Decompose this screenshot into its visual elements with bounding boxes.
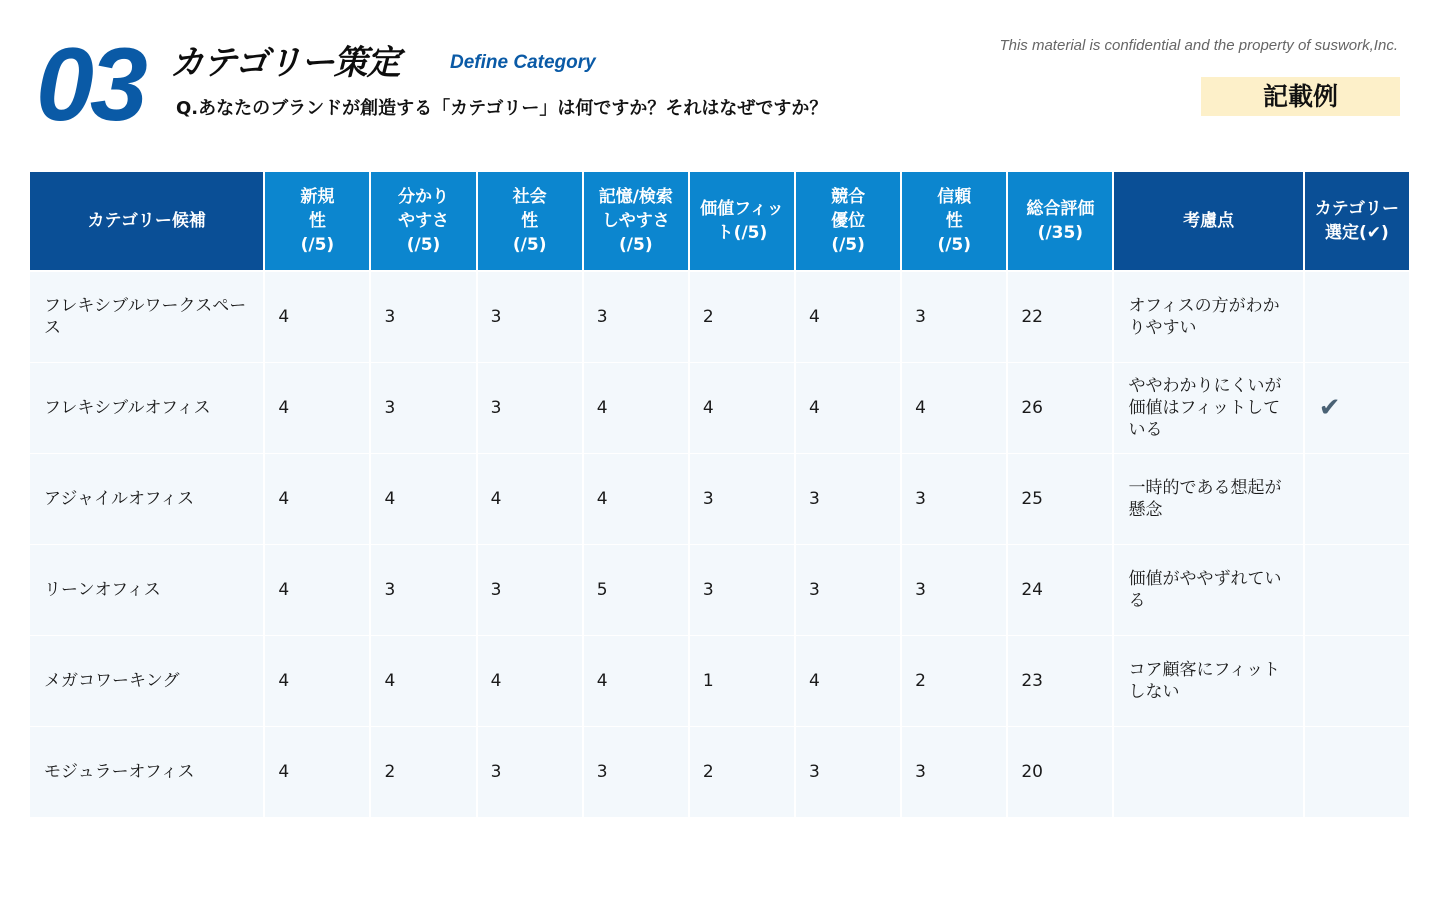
cell-total: 20 bbox=[1008, 727, 1112, 818]
table-row bbox=[30, 636, 1409, 727]
cell-novelty: 4 bbox=[265, 272, 369, 363]
cell-notes: コア顧客にフィットしない bbox=[1114, 636, 1302, 727]
cell-clarity: 3 bbox=[371, 272, 475, 363]
section-number: 03 bbox=[36, 27, 144, 143]
cell-total: 23 bbox=[1008, 636, 1112, 727]
cell-notes: オフィスの方がわかりやすい bbox=[1114, 272, 1302, 363]
cell-trust: 3 bbox=[902, 545, 1006, 636]
table-row bbox=[30, 272, 1409, 363]
checkmark-icon bbox=[1305, 545, 1409, 636]
checkmark-icon: ✔ bbox=[1305, 363, 1409, 454]
cell-competitive: 3 bbox=[796, 727, 900, 818]
header-notes: 考慮点 bbox=[1114, 172, 1302, 272]
section-title: カテゴリー策定 bbox=[170, 43, 400, 83]
cell-total: 25 bbox=[1008, 454, 1112, 545]
cell-competitive: 3 bbox=[796, 454, 900, 545]
table-row bbox=[30, 454, 1409, 545]
cell-value-fit: 3 bbox=[690, 454, 794, 545]
header-selected: カテゴリー 選定(✔) bbox=[1305, 172, 1409, 272]
cell-novelty: 4 bbox=[265, 545, 369, 636]
cell-clarity: 4 bbox=[371, 636, 475, 727]
cell-value-fit: 1 bbox=[690, 636, 794, 727]
cell-competitive: 4 bbox=[796, 363, 900, 454]
cell-novelty: 4 bbox=[265, 727, 369, 818]
cell-value-fit: 3 bbox=[690, 545, 794, 636]
header-trust: 信頼 性 (/5) bbox=[902, 172, 1006, 272]
category-table bbox=[28, 172, 1411, 818]
question-text: Q.あなたのブランドが創造する「カテゴリー」は何ですか？それはなぜですか？ bbox=[176, 98, 828, 119]
cell-memorability: 3 bbox=[584, 272, 688, 363]
cell-candidate: リーンオフィス bbox=[30, 545, 263, 636]
cell-candidate: アジャイルオフィス bbox=[30, 454, 263, 545]
cell-clarity: 3 bbox=[371, 363, 475, 454]
cell-clarity: 4 bbox=[371, 454, 475, 545]
table-row bbox=[30, 545, 1409, 636]
table-row bbox=[30, 363, 1409, 454]
cell-memorability: 3 bbox=[584, 727, 688, 818]
header-memorability: 記憶/検索 しやすさ (/5) bbox=[584, 172, 688, 272]
cell-trust: 2 bbox=[902, 636, 1006, 727]
table-row bbox=[30, 727, 1409, 818]
checkmark-icon bbox=[1305, 454, 1409, 545]
cell-social: 3 bbox=[478, 272, 582, 363]
cell-competitive: 4 bbox=[796, 272, 900, 363]
cell-clarity: 2 bbox=[371, 727, 475, 818]
checkmark-icon bbox=[1305, 636, 1409, 727]
cell-value-fit: 2 bbox=[690, 727, 794, 818]
table-header-row bbox=[30, 172, 1409, 272]
cell-total: 24 bbox=[1008, 545, 1112, 636]
cell-notes: 一時的である想起が懸念 bbox=[1114, 454, 1302, 545]
cell-novelty: 4 bbox=[265, 363, 369, 454]
cell-clarity: 3 bbox=[371, 545, 475, 636]
cell-memorability: 4 bbox=[584, 636, 688, 727]
cell-notes: 価値がややずれている bbox=[1114, 545, 1302, 636]
cell-candidate: メガコワーキング bbox=[30, 636, 263, 727]
header-candidate: カテゴリー候補 bbox=[30, 172, 263, 272]
cell-competitive: 4 bbox=[796, 636, 900, 727]
cell-trust: 3 bbox=[902, 454, 1006, 545]
example-badge: 記載例 bbox=[1201, 77, 1400, 116]
cell-memorability: 4 bbox=[584, 363, 688, 454]
section-subtitle: Define Category bbox=[450, 52, 596, 73]
cell-social: 4 bbox=[478, 454, 582, 545]
header-social: 社会 性 (/5) bbox=[478, 172, 582, 272]
header-clarity: 分かり やすさ (/5) bbox=[371, 172, 475, 272]
cell-trust: 3 bbox=[902, 727, 1006, 818]
cell-social: 3 bbox=[478, 363, 582, 454]
cell-notes bbox=[1114, 727, 1302, 818]
cell-social: 4 bbox=[478, 636, 582, 727]
header-novelty: 新規 性 (/5) bbox=[265, 172, 369, 272]
checkmark-icon bbox=[1305, 272, 1409, 363]
cell-value-fit: 2 bbox=[690, 272, 794, 363]
cell-trust: 3 bbox=[902, 272, 1006, 363]
cell-candidate: フレキシブルオフィス bbox=[30, 363, 263, 454]
cell-memorability: 5 bbox=[584, 545, 688, 636]
cell-notes: ややわかりにくいが価値はフィットしている bbox=[1114, 363, 1302, 454]
header-total: 総合評価 (/35) bbox=[1008, 172, 1112, 272]
cell-competitive: 3 bbox=[796, 545, 900, 636]
cell-social: 3 bbox=[478, 727, 582, 818]
cell-memorability: 4 bbox=[584, 454, 688, 545]
checkmark-icon bbox=[1305, 727, 1409, 818]
cell-novelty: 4 bbox=[265, 636, 369, 727]
cell-total: 22 bbox=[1008, 272, 1112, 363]
cell-value-fit: 4 bbox=[690, 363, 794, 454]
confidential-note: This material is confidential and the property of suswork,Inc. bbox=[999, 37, 1398, 54]
cell-candidate: モジュラーオフィス bbox=[30, 727, 263, 818]
cell-trust: 4 bbox=[902, 363, 1006, 454]
header-competitive: 競合 優位 (/5) bbox=[796, 172, 900, 272]
header-value-fit: 価値フィッ ト(/5) bbox=[690, 172, 794, 272]
cell-total: 26 bbox=[1008, 363, 1112, 454]
cell-novelty: 4 bbox=[265, 454, 369, 545]
cell-candidate: フレキシブルワークスペース bbox=[30, 272, 263, 363]
cell-social: 3 bbox=[478, 545, 582, 636]
